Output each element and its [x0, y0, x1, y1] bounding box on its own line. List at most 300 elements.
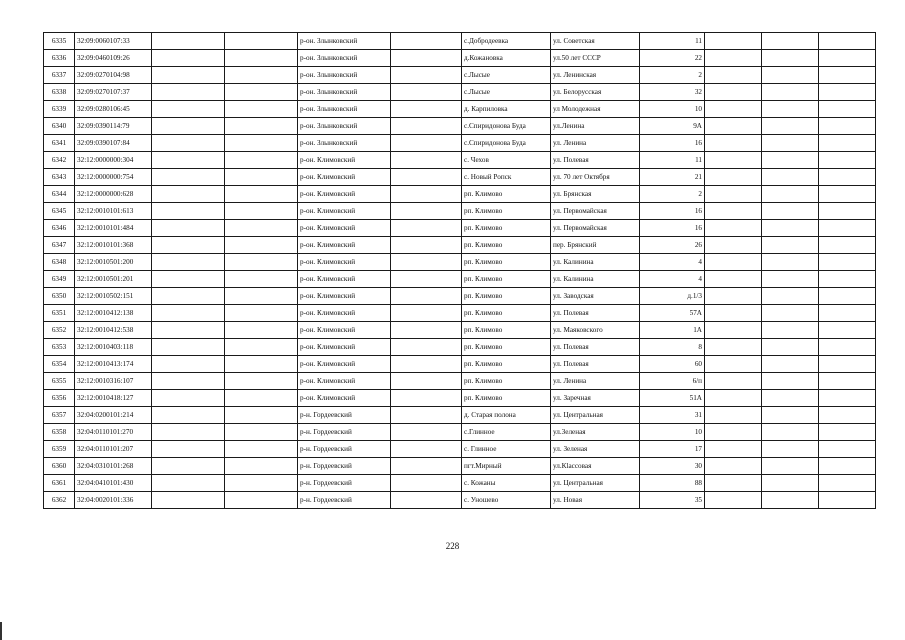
- empty-cell: [225, 33, 298, 50]
- street-cell: ул. Заводская: [551, 288, 640, 305]
- cadastral-number-cell: 32:12:0000000:628: [75, 186, 152, 203]
- row-number-cell: 6347: [44, 237, 75, 254]
- registry-table: [43, 32, 876, 509]
- locality-cell: с. Кожаны: [462, 475, 551, 492]
- house-number-cell: 22: [640, 50, 705, 67]
- district-cell: р-он. Климовский: [298, 288, 391, 305]
- empty-cell: [152, 33, 225, 50]
- empty-cell: [819, 135, 876, 152]
- street-cell: ул. Ленинская: [551, 67, 640, 84]
- row-number-cell: 6336: [44, 50, 75, 67]
- street-cell: ул. Полевая: [551, 305, 640, 322]
- cadastral-number-cell: 32:12:0000000:304: [75, 152, 152, 169]
- empty-cell: [705, 424, 762, 441]
- empty-cell: [762, 288, 819, 305]
- empty-cell: [762, 84, 819, 101]
- empty-cell: [762, 203, 819, 220]
- empty-cell: [705, 254, 762, 271]
- district-cell: р-он. Злынковский: [298, 84, 391, 101]
- table-row: [44, 407, 876, 424]
- street-cell: ул. 70 лет Октября: [551, 169, 640, 186]
- cadastral-number-cell: 32:04:0310101:268: [75, 458, 152, 475]
- empty-cell: [762, 169, 819, 186]
- table-row: [44, 288, 876, 305]
- table-row: [44, 271, 876, 288]
- empty-cell: [391, 186, 462, 203]
- row-number-cell: 6339: [44, 101, 75, 118]
- empty-cell: [762, 475, 819, 492]
- empty-cell: [152, 254, 225, 271]
- empty-cell: [762, 390, 819, 407]
- empty-cell: [391, 373, 462, 390]
- empty-cell: [225, 390, 298, 407]
- district-cell: р-он. Злынковский: [298, 33, 391, 50]
- house-number-cell: 4: [640, 254, 705, 271]
- empty-cell: [152, 390, 225, 407]
- empty-cell: [391, 84, 462, 101]
- empty-cell: [225, 50, 298, 67]
- empty-cell: [152, 424, 225, 441]
- table-row: [44, 186, 876, 203]
- table-row: [44, 339, 876, 356]
- row-number-cell: 6352: [44, 322, 75, 339]
- row-number-cell: 6350: [44, 288, 75, 305]
- street-cell: ул.50 лет СССР: [551, 50, 640, 67]
- table-row: [44, 492, 876, 509]
- page-number: 228: [445, 541, 460, 551]
- locality-cell: рп. Климово: [462, 305, 551, 322]
- table-row: [44, 475, 876, 492]
- empty-cell: [152, 305, 225, 322]
- locality-cell: рп. Климово: [462, 254, 551, 271]
- street-cell: ул. Первомайская: [551, 220, 640, 237]
- empty-cell: [762, 373, 819, 390]
- table-row: [44, 135, 876, 152]
- empty-cell: [762, 152, 819, 169]
- empty-cell: [705, 220, 762, 237]
- empty-cell: [225, 169, 298, 186]
- row-number-cell: 6355: [44, 373, 75, 390]
- district-cell: р-он. Климовский: [298, 220, 391, 237]
- house-number-cell: 6/п: [640, 373, 705, 390]
- house-number-cell: 31: [640, 407, 705, 424]
- table-row: [44, 322, 876, 339]
- empty-cell: [152, 67, 225, 84]
- empty-cell: [152, 186, 225, 203]
- empty-cell: [705, 101, 762, 118]
- empty-cell: [225, 475, 298, 492]
- empty-cell: [762, 441, 819, 458]
- cadastral-number-cell: 32:09:0270104:98: [75, 67, 152, 84]
- empty-cell: [705, 84, 762, 101]
- row-number-cell: 6337: [44, 67, 75, 84]
- empty-cell: [819, 50, 876, 67]
- street-cell: ул.Кlассовая: [551, 458, 640, 475]
- empty-cell: [819, 118, 876, 135]
- empty-cell: [152, 339, 225, 356]
- district-cell: р-он. Климовский: [298, 271, 391, 288]
- cadastral-number-cell: 32:12:0010501:200: [75, 254, 152, 271]
- house-number-cell: 21: [640, 169, 705, 186]
- empty-cell: [705, 271, 762, 288]
- empty-cell: [391, 271, 462, 288]
- locality-cell: рп. Климово: [462, 271, 551, 288]
- locality-cell: с. Уношево: [462, 492, 551, 509]
- house-number-cell: 32: [640, 84, 705, 101]
- empty-cell: [391, 169, 462, 186]
- cadastral-number-cell: 32:09:0270107:37: [75, 84, 152, 101]
- locality-cell: с.Спиридонова Буда: [462, 118, 551, 135]
- street-cell: ул. Полевая: [551, 152, 640, 169]
- row-number-cell: 6356: [44, 390, 75, 407]
- district-cell: р-он. Злынковский: [298, 67, 391, 84]
- empty-cell: [152, 373, 225, 390]
- empty-cell: [391, 288, 462, 305]
- house-number-cell: 9А: [640, 118, 705, 135]
- empty-cell: [705, 458, 762, 475]
- empty-cell: [225, 101, 298, 118]
- table-row: [44, 237, 876, 254]
- row-number-cell: 6351: [44, 305, 75, 322]
- row-number-cell: 6342: [44, 152, 75, 169]
- house-number-cell: 11: [640, 33, 705, 50]
- empty-cell: [819, 424, 876, 441]
- empty-cell: [705, 475, 762, 492]
- empty-cell: [391, 322, 462, 339]
- empty-cell: [152, 135, 225, 152]
- street-cell: ул. Первомайская: [551, 203, 640, 220]
- empty-cell: [762, 33, 819, 50]
- empty-cell: [225, 254, 298, 271]
- street-cell: ул. Советская: [551, 33, 640, 50]
- table-row: [44, 33, 876, 50]
- empty-cell: [819, 84, 876, 101]
- empty-cell: [225, 492, 298, 509]
- table-row: [44, 84, 876, 101]
- empty-cell: [391, 407, 462, 424]
- house-number-cell: д.1/3: [640, 288, 705, 305]
- district-cell: р-он. Климовский: [298, 254, 391, 271]
- empty-cell: [152, 152, 225, 169]
- empty-cell: [819, 67, 876, 84]
- house-number-cell: 16: [640, 203, 705, 220]
- empty-cell: [391, 67, 462, 84]
- district-cell: р-н. Гордеевский: [298, 492, 391, 509]
- row-number-cell: 6338: [44, 84, 75, 101]
- table-row: [44, 169, 876, 186]
- empty-cell: [819, 271, 876, 288]
- row-number-cell: 6354: [44, 356, 75, 373]
- district-cell: р-он. Климовский: [298, 322, 391, 339]
- empty-cell: [391, 237, 462, 254]
- empty-cell: [225, 237, 298, 254]
- district-cell: р-он. Климовский: [298, 373, 391, 390]
- empty-cell: [391, 220, 462, 237]
- empty-cell: [819, 101, 876, 118]
- empty-cell: [225, 220, 298, 237]
- table-row: [44, 424, 876, 441]
- empty-cell: [762, 135, 819, 152]
- row-number-cell: 6335: [44, 33, 75, 50]
- cadastral-number-cell: 32:09:0390107:84: [75, 135, 152, 152]
- empty-cell: [705, 237, 762, 254]
- row-number-cell: 6358: [44, 424, 75, 441]
- street-cell: ул. Новая: [551, 492, 640, 509]
- table-row: [44, 441, 876, 458]
- locality-cell: рп. Климово: [462, 288, 551, 305]
- district-cell: р-он. Климовский: [298, 203, 391, 220]
- cadastral-number-cell: 32:12:0010501:201: [75, 271, 152, 288]
- table-row: [44, 305, 876, 322]
- empty-cell: [225, 84, 298, 101]
- empty-cell: [152, 101, 225, 118]
- empty-cell: [819, 33, 876, 50]
- street-cell: ул. Центральная: [551, 475, 640, 492]
- empty-cell: [705, 118, 762, 135]
- empty-cell: [225, 118, 298, 135]
- house-number-cell: 2: [640, 67, 705, 84]
- table-row: [44, 67, 876, 84]
- cadastral-number-cell: 32:09:0280106:45: [75, 101, 152, 118]
- cadastral-number-cell: 32:12:0010101:368: [75, 237, 152, 254]
- table-row: [44, 254, 876, 271]
- empty-cell: [391, 305, 462, 322]
- house-number-cell: 10: [640, 424, 705, 441]
- empty-cell: [762, 118, 819, 135]
- empty-cell: [152, 220, 225, 237]
- district-cell: р-он. Климовский: [298, 339, 391, 356]
- street-cell: ул. Центральная: [551, 407, 640, 424]
- street-cell: ул. Белорусская: [551, 84, 640, 101]
- empty-cell: [819, 152, 876, 169]
- empty-cell: [152, 441, 225, 458]
- empty-cell: [152, 288, 225, 305]
- table-row: [44, 390, 876, 407]
- empty-cell: [152, 50, 225, 67]
- street-cell: ул. Зеленая: [551, 441, 640, 458]
- empty-cell: [705, 33, 762, 50]
- cadastral-number-cell: 32:04:0410101:430: [75, 475, 152, 492]
- table-row: [44, 118, 876, 135]
- locality-cell: рп. Климово: [462, 237, 551, 254]
- locality-cell: д.Кожановка: [462, 50, 551, 67]
- empty-cell: [152, 237, 225, 254]
- district-cell: р-н. Гордеевский: [298, 407, 391, 424]
- street-cell: ул. Маяковского: [551, 322, 640, 339]
- district-cell: р-он. Климовский: [298, 237, 391, 254]
- locality-cell: с.Спиридонова Буда: [462, 135, 551, 152]
- district-cell: р-он. Климовский: [298, 356, 391, 373]
- empty-cell: [225, 458, 298, 475]
- row-number-cell: 6360: [44, 458, 75, 475]
- empty-cell: [705, 373, 762, 390]
- cadastral-number-cell: 32:09:0390114:79: [75, 118, 152, 135]
- house-number-cell: 88: [640, 475, 705, 492]
- empty-cell: [225, 203, 298, 220]
- empty-cell: [705, 288, 762, 305]
- house-number-cell: 2: [640, 186, 705, 203]
- empty-cell: [705, 186, 762, 203]
- empty-cell: [391, 203, 462, 220]
- empty-cell: [225, 441, 298, 458]
- empty-cell: [225, 152, 298, 169]
- empty-cell: [152, 322, 225, 339]
- cadastral-number-cell: 32:09:0460109:26: [75, 50, 152, 67]
- table-row: [44, 373, 876, 390]
- empty-cell: [762, 186, 819, 203]
- row-number-cell: 6349: [44, 271, 75, 288]
- empty-cell: [705, 356, 762, 373]
- empty-cell: [705, 203, 762, 220]
- cadastral-number-cell: 32:12:0010502:151: [75, 288, 152, 305]
- empty-cell: [391, 458, 462, 475]
- registry-table-body: [44, 33, 876, 509]
- table-row: [44, 50, 876, 67]
- empty-cell: [762, 339, 819, 356]
- empty-cell: [762, 67, 819, 84]
- cadastral-number-cell: 32:12:0010403:118: [75, 339, 152, 356]
- locality-cell: рп. Климово: [462, 186, 551, 203]
- row-number-cell: 6346: [44, 220, 75, 237]
- empty-cell: [391, 254, 462, 271]
- row-number-cell: 6345: [44, 203, 75, 220]
- street-cell: пер. Брянский: [551, 237, 640, 254]
- empty-cell: [762, 407, 819, 424]
- empty-cell: [819, 475, 876, 492]
- house-number-cell: 30: [640, 458, 705, 475]
- locality-cell: с.Лысые: [462, 67, 551, 84]
- street-cell: ул. Ленина: [551, 373, 640, 390]
- empty-cell: [152, 169, 225, 186]
- table-row: [44, 356, 876, 373]
- empty-cell: [391, 50, 462, 67]
- district-cell: р-н. Гордеевский: [298, 441, 391, 458]
- house-number-cell: 11: [640, 152, 705, 169]
- empty-cell: [225, 186, 298, 203]
- street-cell: ул.Ленина: [551, 118, 640, 135]
- empty-cell: [152, 458, 225, 475]
- empty-cell: [225, 305, 298, 322]
- empty-cell: [152, 475, 225, 492]
- district-cell: р-он. Климовский: [298, 186, 391, 203]
- empty-cell: [152, 118, 225, 135]
- empty-cell: [391, 356, 462, 373]
- empty-cell: [391, 339, 462, 356]
- empty-cell: [819, 186, 876, 203]
- empty-cell: [762, 322, 819, 339]
- empty-cell: [762, 101, 819, 118]
- locality-cell: рп. Климово: [462, 339, 551, 356]
- house-number-cell: 35: [640, 492, 705, 509]
- locality-cell: рп. Климово: [462, 356, 551, 373]
- empty-cell: [819, 322, 876, 339]
- cadastral-number-cell: 32:12:0010316:107: [75, 373, 152, 390]
- empty-cell: [705, 339, 762, 356]
- street-cell: ул. Брянская: [551, 186, 640, 203]
- table-row: [44, 220, 876, 237]
- empty-cell: [819, 254, 876, 271]
- locality-cell: с. Чехов: [462, 152, 551, 169]
- empty-cell: [762, 458, 819, 475]
- empty-cell: [225, 322, 298, 339]
- locality-cell: с.Глинное: [462, 424, 551, 441]
- empty-cell: [819, 356, 876, 373]
- house-number-cell: 17: [640, 441, 705, 458]
- house-number-cell: 4: [640, 271, 705, 288]
- empty-cell: [225, 407, 298, 424]
- street-cell: ул. Ленина: [551, 135, 640, 152]
- empty-cell: [705, 492, 762, 509]
- empty-cell: [705, 441, 762, 458]
- locality-cell: с. Глинное: [462, 441, 551, 458]
- row-number-cell: 6362: [44, 492, 75, 509]
- scan-edge-mark: [0, 622, 2, 640]
- empty-cell: [225, 288, 298, 305]
- street-cell: ул. Полевая: [551, 339, 640, 356]
- empty-cell: [819, 169, 876, 186]
- cadastral-number-cell: 32:09:0060107:33: [75, 33, 152, 50]
- house-number-cell: 10: [640, 101, 705, 118]
- cadastral-number-cell: 32:12:0010418:127: [75, 390, 152, 407]
- row-number-cell: 6361: [44, 475, 75, 492]
- cadastral-number-cell: 32:04:0110101:270: [75, 424, 152, 441]
- empty-cell: [152, 407, 225, 424]
- empty-cell: [225, 356, 298, 373]
- house-number-cell: 1А: [640, 322, 705, 339]
- district-cell: р-н. Гордеевский: [298, 458, 391, 475]
- empty-cell: [152, 492, 225, 509]
- street-cell: ул.Зеленая: [551, 424, 640, 441]
- empty-cell: [391, 441, 462, 458]
- empty-cell: [705, 390, 762, 407]
- table-row: [44, 458, 876, 475]
- empty-cell: [225, 339, 298, 356]
- empty-cell: [705, 305, 762, 322]
- district-cell: р-он. Климовский: [298, 169, 391, 186]
- cadastral-number-cell: 32:12:0010412:538: [75, 322, 152, 339]
- locality-cell: рп. Климово: [462, 373, 551, 390]
- house-number-cell: 16: [640, 135, 705, 152]
- empty-cell: [705, 67, 762, 84]
- empty-cell: [819, 339, 876, 356]
- district-cell: р-он. Климовский: [298, 152, 391, 169]
- cadastral-number-cell: 32:04:0110101:207: [75, 441, 152, 458]
- empty-cell: [705, 152, 762, 169]
- empty-cell: [391, 152, 462, 169]
- empty-cell: [819, 407, 876, 424]
- empty-cell: [819, 458, 876, 475]
- district-cell: р-он. Климовский: [298, 305, 391, 322]
- row-number-cell: 6340: [44, 118, 75, 135]
- house-number-cell: 16: [640, 220, 705, 237]
- empty-cell: [762, 271, 819, 288]
- empty-cell: [762, 424, 819, 441]
- table-row: [44, 152, 876, 169]
- street-cell: ул. Калинина: [551, 254, 640, 271]
- empty-cell: [391, 101, 462, 118]
- empty-cell: [152, 203, 225, 220]
- locality-cell: д. Карпиловка: [462, 101, 551, 118]
- cadastral-number-cell: 32:12:0000000:754: [75, 169, 152, 186]
- empty-cell: [225, 373, 298, 390]
- locality-cell: рп. Климово: [462, 203, 551, 220]
- locality-cell: рп. Климово: [462, 390, 551, 407]
- locality-cell: рп. Климово: [462, 322, 551, 339]
- district-cell: р-он. Климовский: [298, 390, 391, 407]
- empty-cell: [762, 254, 819, 271]
- district-cell: р-он. Злынковский: [298, 135, 391, 152]
- house-number-cell: 8: [640, 339, 705, 356]
